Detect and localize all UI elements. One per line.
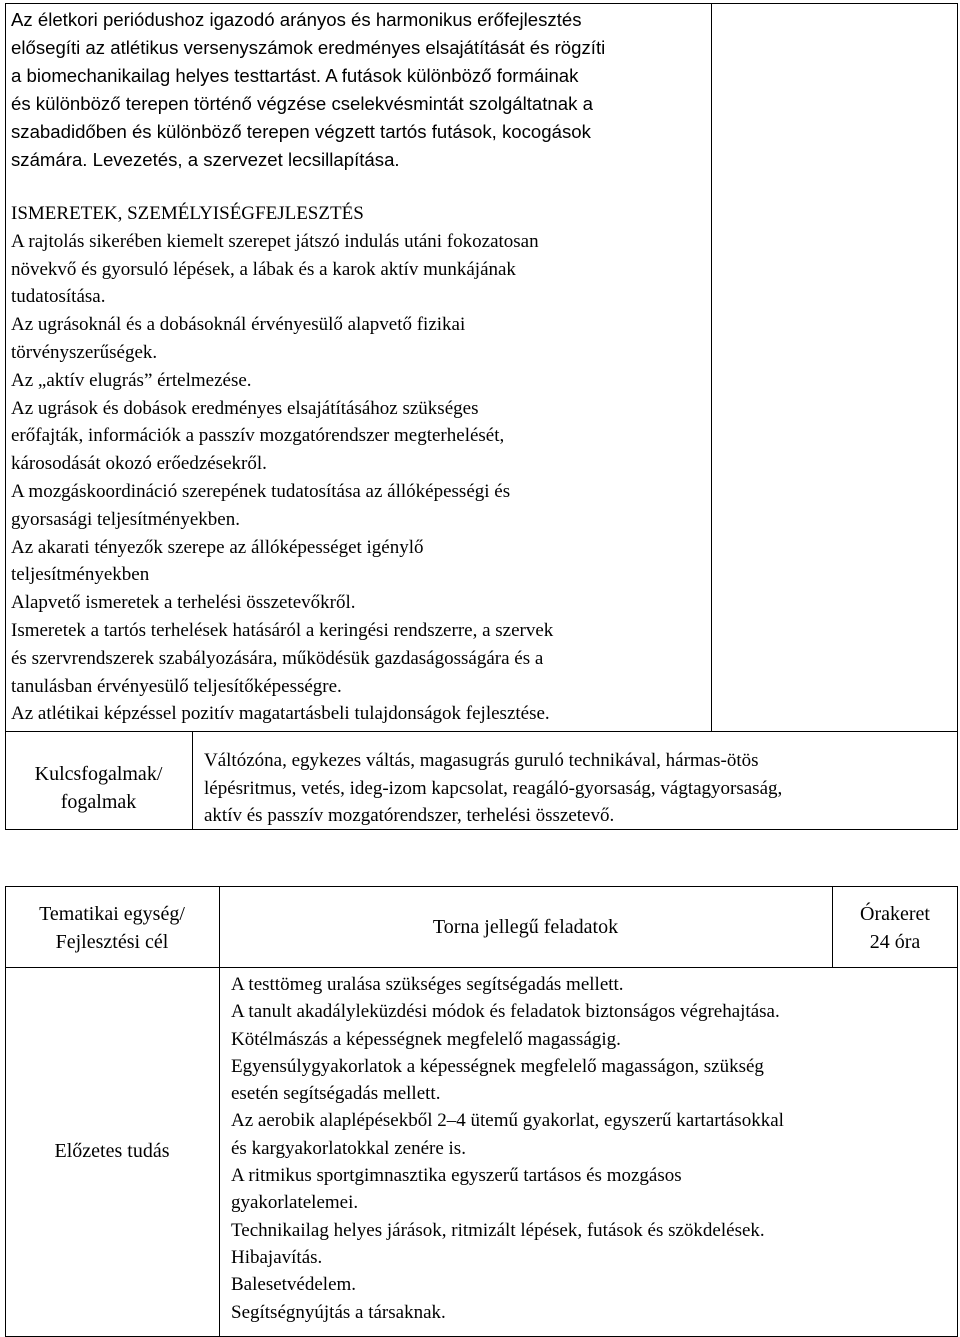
intro-line: szabadidőben és különböző terepen végzett tartós futások, kocogások <box>11 121 591 142</box>
intro-line: elősegíti az atlétikus versenyszámok eredményes elsajátítását és rögzíti <box>11 37 606 58</box>
unit-label-line: Fejlesztési cél <box>55 931 169 953</box>
prior-line: esetén segítségadás mellett. <box>231 1083 441 1105</box>
prior-line: Az aerobik alaplépésekből 2–4 ütemű gyakorlat, egyszerű kartartásokkal <box>231 1110 784 1132</box>
prior-line: Technikailag helyes járások, ritmizált lépések, futások és szökdelések. <box>231 1219 765 1241</box>
prior-line: A ritmikus sportgimnasztika egyszerű tartásos és mozgásos <box>231 1165 682 1187</box>
prior-line: A testtömeg uralása szükséges segítségadás mellett. <box>231 974 624 995</box>
table-2-left-divider <box>219 886 220 1337</box>
keywords-line: lépésritmus, vetés, ideg-izom kapcsolat, reagáló-gyorsaság, vágtagyorsaság, <box>204 777 783 799</box>
keywords-line: Váltózóna, egykezes váltás, magasugrás guruló technikával, hármas-ötös <box>204 750 759 771</box>
table-1-lower-divider <box>192 731 193 830</box>
prior-line: Hibajavítás. <box>231 1246 323 1268</box>
knowledge-line: Az ugrásoknál és a dobásoknál érvényesülő alapvető fizikai <box>11 314 466 336</box>
prior-line: Egyensúlygyakorlatok a képességnek megfelelő magasságon, szükség <box>231 1055 764 1077</box>
knowledge-line: károsodását okozó erőedzésekről. <box>11 453 267 475</box>
keywords-label-line: Kulcsfogalmak/ <box>34 763 163 785</box>
intro-line: számára. Levezetés, a szervezet lecsillapítása. <box>11 149 400 170</box>
unit-label-line: Tematikai egység/ <box>39 903 185 925</box>
knowledge-line: Az atlétikai képzéssel pozitív magatartásbeli tulajdonságok fejlesztése. <box>11 703 550 725</box>
knowledge-line: Az ugrások és dobások eredményes elsajátításához szükséges <box>11 397 479 419</box>
knowledge-line: erőfajták, információk a passzív mozgatórendszer megterhelését, <box>11 425 505 447</box>
knowledge-line: A rajtolás sikerében kiemelt szerepet játszó indulás utáni fokozatosan <box>11 230 539 252</box>
knowledge-line: törvényszerűségek. <box>11 341 158 363</box>
keywords-text <box>204 747 782 830</box>
knowledge-line: teljesítményekben <box>11 564 150 586</box>
knowledge-line: Az akarati tényezők szerepe az állóképességet igénylő <box>11 536 424 558</box>
keywords-label <box>5 760 192 816</box>
knowledge-line: tudatosítása. <box>11 286 106 308</box>
prior-line: A tanult akadályleküzdési módok és feladatok biztonságos végrehajtása. <box>231 1001 780 1023</box>
intro-line: és különböző terepen történő végzése cselekvésmintát szolgáltatnak a <box>11 93 593 114</box>
intro-line: Az életkori periódushoz igazodó arányos és harmonikus erőfejlesztés <box>11 9 582 30</box>
knowledge-line: Alapvető ismeretek a terhelési összetevőkről. <box>11 592 356 614</box>
prior-line: gyakorlatelemei. <box>231 1192 359 1214</box>
knowledge-line: növekvő és gyorsuló lépések, a lábak és a karok aktív munkájának <box>11 258 516 280</box>
prior-line: Balesetvédelem. <box>231 1274 357 1296</box>
intro-line: a biomechanikailag helyes testtartást. A futások különböző formáinak <box>11 65 579 86</box>
intro-paragraph <box>11 6 605 174</box>
hours-label: Órakeret <box>860 903 930 925</box>
prior-line: Segítségnyújtás a társaknak. <box>231 1301 446 1323</box>
unit-title: Torna jellegű feladatok <box>432 916 619 938</box>
unit-label <box>5 900 219 956</box>
knowledge-line: A mozgáskoordináció szerepének tudatosítása az állóképességi és <box>11 480 511 502</box>
knowledge-line: gyorsasági teljesítményekben. <box>11 508 240 530</box>
knowledge-line: Ismeretek a tartós terhelések hatásáról a keringési rendszerre, a szervek <box>11 619 554 641</box>
hours-cell <box>832 900 958 956</box>
prior-line: Kötélmászás a képességnek megfelelő magasságig. <box>231 1028 621 1050</box>
table-1-upper-divider <box>711 3 712 732</box>
table-1-row-divider <box>5 731 958 732</box>
prior-knowledge-label: Előzetes tudás <box>54 1140 170 1162</box>
prior-knowledge-text <box>231 971 784 1326</box>
knowledge-line: tanulásban érvényesülő teljesítőképességre. <box>11 675 342 697</box>
knowledge-section <box>11 200 553 728</box>
knowledge-line: Az „aktív elugrás” értelmezése. <box>11 369 252 391</box>
section-heading: ISMERETEK, SZEMÉLYISÉGFEJLESZTÉS <box>11 203 364 224</box>
prior-line: és kargyakorlatokkal zenére is. <box>231 1137 466 1159</box>
keywords-line: aktív és passzív mozgatórendszer, terhelési összetevő. <box>204 805 615 826</box>
table-2-header-divider <box>5 967 958 968</box>
keywords-label-line: fogalmak <box>60 791 137 813</box>
hours-value: 24 óra <box>869 931 921 953</box>
knowledge-line: és szervrendszerek szabályozására, működésük gazdaságosságára és a <box>11 647 544 669</box>
